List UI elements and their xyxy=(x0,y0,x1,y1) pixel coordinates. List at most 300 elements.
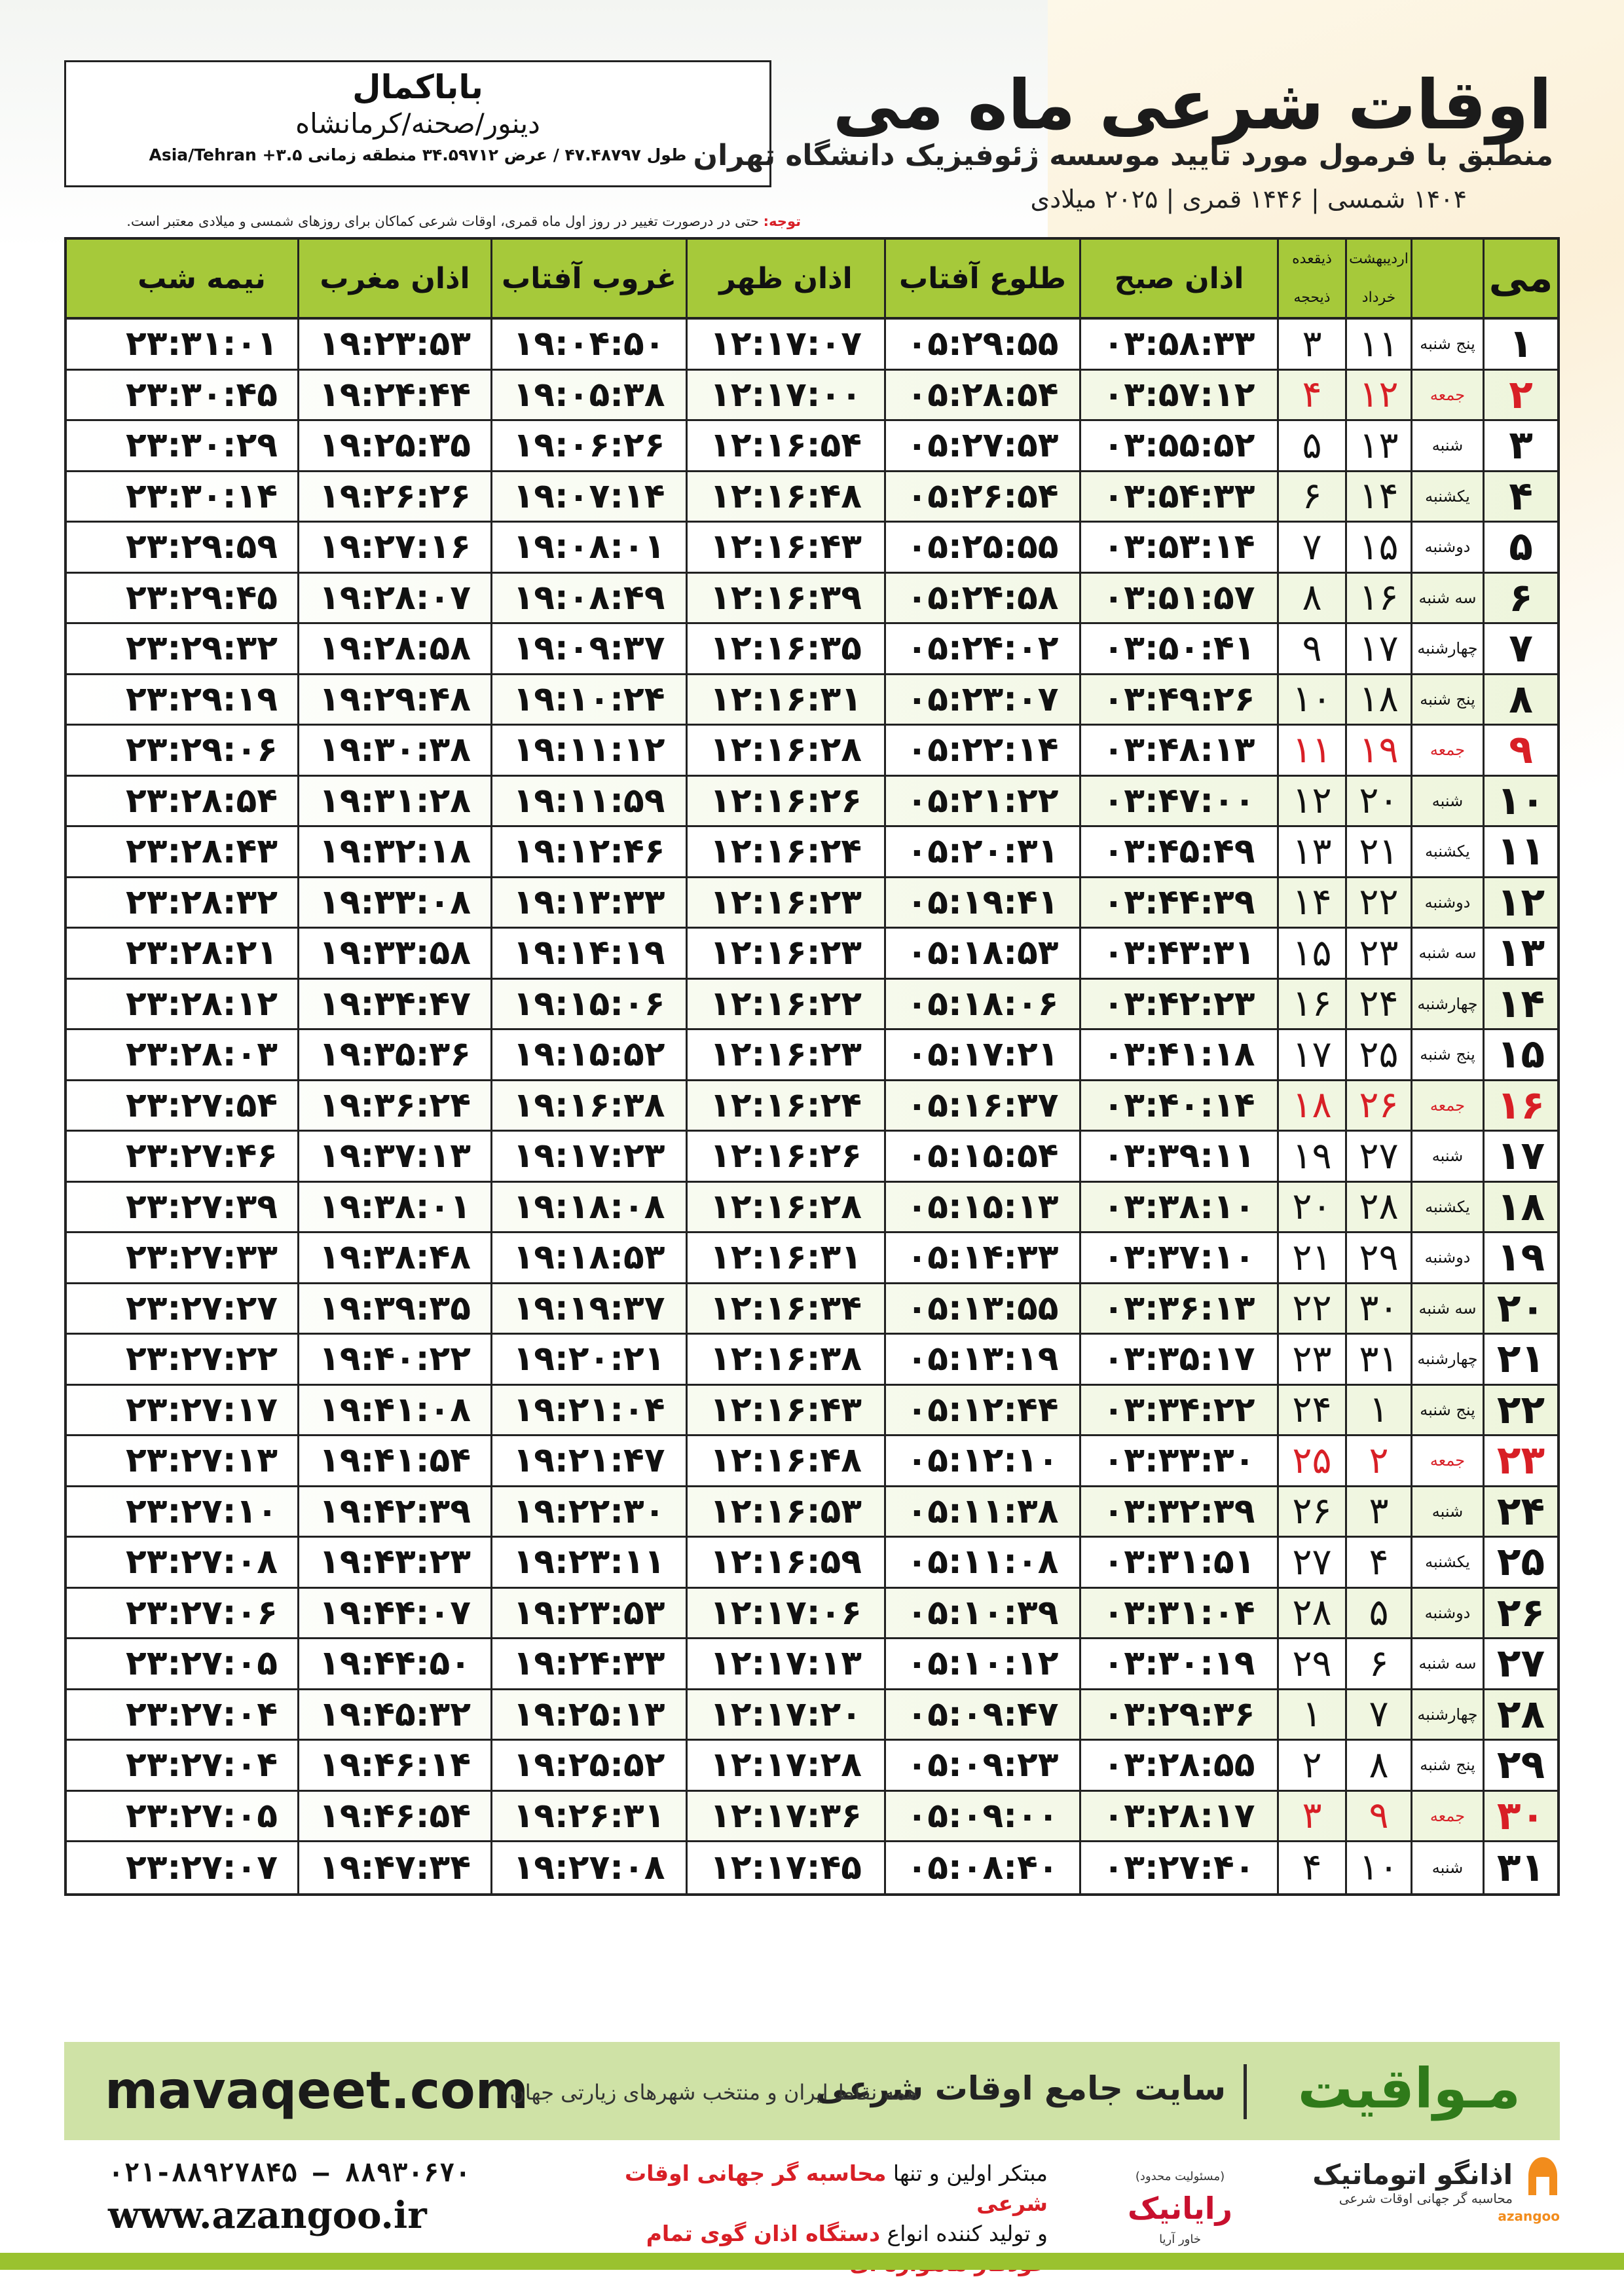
cell-shamsi: ۲۴ xyxy=(1345,980,1411,1029)
cell-fajr: ۰۳:۴۸:۱۳ xyxy=(1079,726,1277,775)
cell-sunrise: ۰۵:۱۰:۱۲ xyxy=(884,1639,1079,1688)
cell-day: ۳۰ xyxy=(1483,1792,1557,1841)
cell-fajr: ۰۳:۲۹:۳۶ xyxy=(1079,1690,1277,1739)
cell-shamsi: ۱۸ xyxy=(1345,675,1411,724)
cell-day: ۲۴ xyxy=(1483,1487,1557,1536)
cell-dhuhr: ۱۲:۱۶:۲۸ xyxy=(686,1183,884,1232)
table-row xyxy=(67,1436,1557,1487)
cell-fajr: ۰۳:۳۲:۳۹ xyxy=(1079,1487,1277,1536)
cell-dhuhr: ۱۲:۱۶:۳۴ xyxy=(686,1284,884,1333)
cell-hijri: ۱۳ xyxy=(1277,827,1345,876)
cell-shamsi: ۳۱ xyxy=(1345,1335,1411,1384)
cell-dhuhr: ۱۲:۱۷:۱۳ xyxy=(686,1639,884,1688)
header-hijri xyxy=(1277,240,1345,317)
location-box xyxy=(64,60,771,187)
cell-day: ۲۱ xyxy=(1483,1335,1557,1384)
mavaqeet-banner xyxy=(64,2042,1560,2140)
cell-sunrise: ۰۵:۲۱:۲۲ xyxy=(884,777,1079,826)
cell-weekday: یکشنبه xyxy=(1411,472,1483,521)
cell-day: ۱۸ xyxy=(1483,1183,1557,1232)
cell-maghrib: ۱۹:۴۴:۰۷ xyxy=(297,1589,490,1638)
cell-sunrise: ۰۵:۲۶:۵۴ xyxy=(884,472,1079,521)
footer-line-1-text: مبتکر اولین و تنها xyxy=(886,2160,1048,2186)
cell-sunrise: ۰۵:۱۸:۵۳ xyxy=(884,929,1079,978)
cell-fajr: ۰۳:۵۳:۱۴ xyxy=(1079,523,1277,572)
cell-maghrib: ۱۹:۳۲:۱۸ xyxy=(297,827,490,876)
cell-weekday: پنج شنبه xyxy=(1411,1741,1483,1790)
cell-shamsi: ۱۴ xyxy=(1345,472,1411,521)
cell-maghrib: ۱۹:۴۳:۲۳ xyxy=(297,1538,490,1587)
cell-sunrise: ۰۵:۲۰:۳۱ xyxy=(884,827,1079,876)
azangoo-logo xyxy=(1312,2159,1513,2206)
cell-day: ۱۹ xyxy=(1483,1233,1557,1282)
table-row xyxy=(67,523,1557,574)
banner-divider xyxy=(1244,2064,1247,2119)
cell-dhuhr: ۱۲:۱۷:۲۸ xyxy=(686,1741,884,1790)
cell-maghrib: ۱۹:۲۷:۱۶ xyxy=(297,523,490,572)
table-row xyxy=(67,574,1557,625)
cell-sunset: ۱۹:۰۸:۰۱ xyxy=(490,523,686,572)
cell-maghrib: ۱۹:۳۷:۱۳ xyxy=(297,1132,490,1181)
cell-hijri: ۱۴ xyxy=(1277,878,1345,927)
cell-sunset: ۱۹:۲۵:۱۳ xyxy=(490,1690,686,1739)
cell-weekday: یکشنبه xyxy=(1411,1538,1483,1587)
cell-sunrise: ۰۵:۲۸:۵۴ xyxy=(884,371,1079,420)
cell-fajr: ۰۳:۴۴:۳۹ xyxy=(1079,878,1277,927)
cell-fajr: ۰۳:۴۷:۰۰ xyxy=(1079,777,1277,826)
cell-sunset: ۱۹:۰۹:۳۷ xyxy=(490,624,686,673)
table-row xyxy=(67,472,1557,523)
table-row xyxy=(67,1183,1557,1234)
cell-hijri: ۲ xyxy=(1277,1741,1345,1790)
cell-day: ۳۱ xyxy=(1483,1842,1557,1893)
table-row xyxy=(67,371,1557,422)
cell-dhuhr: ۱۲:۱۶:۳۸ xyxy=(686,1335,884,1384)
cell-day: ۶ xyxy=(1483,574,1557,623)
cell-hijri: ۱۹ xyxy=(1277,1132,1345,1181)
cell-dhuhr: ۱۲:۱۷:۲۰ xyxy=(686,1690,884,1739)
cell-midnight: ۲۳:۲۷:۰۵ xyxy=(125,1644,278,1684)
footer-website[interactable]: www.azangoo.ir xyxy=(108,2194,427,2237)
cell-hijri: ۲۸ xyxy=(1277,1589,1345,1638)
header-sunset: غروب آفتاب xyxy=(490,240,686,317)
cell-sunset: ۱۹:۲۷:۰۸ xyxy=(490,1842,686,1893)
cell-sunset: ۱۹:۱۳:۳۳ xyxy=(490,878,686,927)
cell-day: ۸ xyxy=(1483,675,1557,724)
cell-fajr: ۰۳:۲۷:۴۰ xyxy=(1079,1842,1277,1893)
cell-midnight: ۲۳:۳۰:۱۴ xyxy=(125,476,278,516)
cell-weekday: سه شنبه xyxy=(1411,1284,1483,1333)
cell-dhuhr: ۱۲:۱۶:۲۴ xyxy=(686,1081,884,1130)
footer-line-2-text: و تولید کننده انواع xyxy=(880,2221,1048,2246)
cell-midnight: ۲۳:۲۸:۴۳ xyxy=(125,832,278,872)
table-row xyxy=(67,1386,1557,1437)
cell-hijri: ۲۰ xyxy=(1277,1183,1345,1232)
cell-midnight: ۲۳:۲۷:۳۹ xyxy=(125,1187,278,1227)
cell-weekday: جمعه xyxy=(1411,1081,1483,1130)
cell-maghrib: ۱۹:۲۸:۰۷ xyxy=(297,574,490,623)
cell-hijri: ۱۷ xyxy=(1277,1030,1345,1079)
cell-sunset: ۱۹:۱۷:۲۳ xyxy=(490,1132,686,1181)
cell-sunrise: ۰۵:۱۳:۱۹ xyxy=(884,1335,1079,1384)
cell-shamsi: ۲۹ xyxy=(1345,1233,1411,1282)
prayer-times-table xyxy=(64,237,1560,1896)
cell-weekday: پنج شنبه xyxy=(1411,1030,1483,1079)
cell-sunrise: ۰۵:۲۹:۵۵ xyxy=(884,320,1079,369)
cell-fajr: ۰۳:۴۱:۱۸ xyxy=(1079,1030,1277,1079)
cell-fajr: ۰۳:۲۸:۱۷ xyxy=(1079,1792,1277,1841)
cell-midnight: ۲۳:۲۷:۰۷ xyxy=(125,1847,278,1887)
cell-sunrise: ۰۵:۲۷:۵۳ xyxy=(884,421,1079,470)
cell-shamsi: ۸ xyxy=(1345,1741,1411,1790)
table-row xyxy=(67,929,1557,980)
cell-day: ۲۸ xyxy=(1483,1690,1557,1739)
cell-sunset: ۱۹:۲۵:۵۲ xyxy=(490,1741,686,1790)
footer-line-2 xyxy=(576,2219,1048,2279)
cell-midnight: ۲۳:۲۸:۱۲ xyxy=(125,984,278,1024)
cell-sunset: ۱۹:۲۴:۳۳ xyxy=(490,1639,686,1688)
cell-sunset: ۱۹:۰۸:۴۹ xyxy=(490,574,686,623)
cell-midnight: ۲۳:۲۷:۱۷ xyxy=(125,1390,278,1430)
cell-hijri: ۲۲ xyxy=(1277,1284,1345,1333)
cell-weekday: چهارشنبه xyxy=(1411,1690,1483,1739)
cell-dhuhr: ۱۲:۱۶:۲۸ xyxy=(686,726,884,775)
cell-fajr: ۰۳:۳۹:۱۱ xyxy=(1079,1132,1277,1181)
rayanik-logo xyxy=(1128,2161,1232,2255)
table-row xyxy=(67,1284,1557,1335)
cell-day: ۱۰ xyxy=(1483,777,1557,826)
cell-sunrise: ۰۵:۲۴:۰۲ xyxy=(884,624,1079,673)
cell-maghrib: ۱۹:۲۹:۴۸ xyxy=(297,675,490,724)
cell-midnight: ۲۳:۲۸:۵۴ xyxy=(125,781,278,821)
cell-weekday: چهارشنبه xyxy=(1411,980,1483,1029)
cell-day: ۱۴ xyxy=(1483,980,1557,1029)
table-row xyxy=(67,1792,1557,1843)
rayanik-subtitle: (مسئولیت محدود) xyxy=(1135,2170,1225,2183)
cell-day: ۹ xyxy=(1483,726,1557,775)
table-row xyxy=(67,827,1557,878)
cell-hijri: ۲۷ xyxy=(1277,1538,1345,1587)
cell-sunset: ۱۹:۰۵:۳۸ xyxy=(490,371,686,420)
cell-shamsi: ۲۰ xyxy=(1345,777,1411,826)
azangoo-desc: محاسبه گر جهانی اوقات شرعی xyxy=(1338,2191,1513,2206)
cell-fajr: ۰۳:۳۳:۳۰ xyxy=(1079,1436,1277,1485)
table-row xyxy=(67,675,1557,726)
cell-sunrise: ۰۵:۱۱:۳۸ xyxy=(884,1487,1079,1536)
cell-fajr: ۰۳:۵۷:۱۲ xyxy=(1079,371,1277,420)
cell-hijri: ۳ xyxy=(1277,1792,1345,1841)
azangoo-name: اذانگو اتوماتیک xyxy=(1312,2159,1513,2191)
cell-fajr: ۰۳:۵۱:۵۷ xyxy=(1079,574,1277,623)
note-text: حتی در درصورت تغییر در روز اول ماه قمری، اوقات شرعی کماکان برای روزهای شمسی و میلادی معتبر است. xyxy=(126,213,759,229)
cell-weekday: پنج شنبه xyxy=(1411,320,1483,369)
cell-maghrib: ۱۹:۳۳:۵۸ xyxy=(297,929,490,978)
cell-dhuhr: ۱۲:۱۶:۴۳ xyxy=(686,1386,884,1435)
header-weekday xyxy=(1411,240,1483,317)
table-row xyxy=(67,1639,1557,1690)
footer-line-1-highlight: محاسبه گر جهانی اوقات شرعی xyxy=(624,2160,1048,2216)
cell-midnight: ۲۳:۲۷:۳۳ xyxy=(125,1238,278,1278)
azangoo-en: azangoo xyxy=(1498,2208,1560,2224)
cell-sunrise: ۰۵:۰۹:۰۰ xyxy=(884,1792,1079,1841)
cell-weekday: سه شنبه xyxy=(1411,574,1483,623)
cell-fajr: ۰۳:۳۷:۱۰ xyxy=(1079,1233,1277,1282)
cell-sunset: ۱۹:۰۷:۱۴ xyxy=(490,472,686,521)
table-row xyxy=(67,421,1557,472)
header-midnight: نیمه شب xyxy=(138,261,266,295)
cell-hijri: ۲۳ xyxy=(1277,1335,1345,1384)
cell-dhuhr: ۱۲:۱۷:۴۵ xyxy=(686,1842,884,1893)
cell-sunrise: ۰۵:۲۵:۵۵ xyxy=(884,523,1079,572)
cell-maghrib: ۱۹:۴۶:۱۴ xyxy=(297,1741,490,1790)
cell-shamsi: ۲ xyxy=(1345,1436,1411,1485)
cell-weekday: جمعه xyxy=(1411,371,1483,420)
cell-hijri: ۳ xyxy=(1277,320,1345,369)
cell-hijri: ۱۲ xyxy=(1277,777,1345,826)
cell-dhuhr: ۱۲:۱۶:۳۱ xyxy=(686,1233,884,1282)
footer-line-2-highlight: دستگاه اذان گوی تمام xyxy=(646,2221,881,2246)
cell-fajr: ۰۳:۳۶:۱۳ xyxy=(1079,1284,1277,1333)
cell-shamsi: ۶ xyxy=(1345,1639,1411,1688)
cell-dhuhr: ۱۲:۱۷:۰۰ xyxy=(686,371,884,420)
cell-weekday: یکشنبه xyxy=(1411,827,1483,876)
cell-day: ۲۲ xyxy=(1483,1386,1557,1435)
table-row xyxy=(67,320,1557,371)
cell-weekday: شنبه xyxy=(1411,1842,1483,1893)
cell-sunrise: ۰۵:۱۳:۵۵ xyxy=(884,1284,1079,1333)
table-row xyxy=(67,777,1557,828)
cell-fajr: ۰۳:۵۴:۳۳ xyxy=(1079,472,1277,521)
cell-sunset: ۱۹:۲۳:۱۱ xyxy=(490,1538,686,1587)
cell-fajr: ۰۳:۴۳:۳۱ xyxy=(1079,929,1277,978)
table-row xyxy=(67,1081,1557,1132)
cell-shamsi: ۱ xyxy=(1345,1386,1411,1435)
cell-sunrise: ۰۵:۱۶:۳۷ xyxy=(884,1081,1079,1130)
table-row xyxy=(67,624,1557,675)
cell-sunrise: ۰۵:۱۸:۰۶ xyxy=(884,980,1079,1029)
cell-maghrib: ۱۹:۲۴:۴۴ xyxy=(297,371,490,420)
cell-sunrise: ۰۵:۱۴:۳۳ xyxy=(884,1233,1079,1282)
header-dhuhr: اذان ظهر xyxy=(686,240,884,317)
cell-midnight: ۲۳:۲۹:۰۶ xyxy=(125,730,278,770)
cell-dhuhr: ۱۲:۱۶:۲۳ xyxy=(686,878,884,927)
cell-shamsi: ۳ xyxy=(1345,1487,1411,1536)
cell-midnight: ۲۳:۲۷:۵۴ xyxy=(125,1085,278,1125)
cell-maghrib: ۱۹:۴۶:۵۴ xyxy=(297,1792,490,1841)
cell-weekday: جمعه xyxy=(1411,726,1483,775)
cell-sunset: ۱۹:۰۶:۲۶ xyxy=(490,421,686,470)
cell-maghrib: ۱۹:۴۱:۵۴ xyxy=(297,1436,490,1485)
header-shamsi-bottom: خرداد xyxy=(1361,289,1396,306)
cell-sunset: ۱۹:۲۲:۳۰ xyxy=(490,1487,686,1536)
cell-hijri: ۷ xyxy=(1277,523,1345,572)
cell-shamsi: ۴ xyxy=(1345,1538,1411,1587)
cell-fajr: ۰۳:۴۵:۴۹ xyxy=(1079,827,1277,876)
cell-hijri: ۱ xyxy=(1277,1690,1345,1739)
table-row xyxy=(67,1132,1557,1183)
table-body xyxy=(67,320,1557,1893)
bottom-bar xyxy=(0,2253,1624,2270)
cell-maghrib: ۱۹:۲۸:۵۸ xyxy=(297,624,490,673)
cell-sunset: ۱۹:۱۵:۰۶ xyxy=(490,980,686,1029)
cell-dhuhr: ۱۲:۱۶:۲۲ xyxy=(686,980,884,1029)
cell-sunrise: ۰۵:۱۰:۳۹ xyxy=(884,1589,1079,1638)
mavaqeet-logo: مـواقیت xyxy=(1297,2056,1521,2121)
cell-dhuhr: ۱۲:۱۶:۲۶ xyxy=(686,777,884,826)
cell-hijri: ۱۵ xyxy=(1277,929,1345,978)
cell-midnight: ۲۳:۲۷:۰۵ xyxy=(125,1796,278,1836)
cell-fajr: ۰۳:۵۸:۳۳ xyxy=(1079,320,1277,369)
rayanik-name: رایانیک xyxy=(1128,2191,1232,2226)
table-row xyxy=(67,1233,1557,1284)
cell-maghrib: ۱۹:۳۸:۰۱ xyxy=(297,1183,490,1232)
cell-dhuhr: ۱۲:۱۷:۳۶ xyxy=(686,1792,884,1841)
cell-hijri: ۲۹ xyxy=(1277,1639,1345,1688)
cell-sunrise: ۰۵:۱۵:۵۴ xyxy=(884,1132,1079,1181)
cell-hijri: ۲۶ xyxy=(1277,1487,1345,1536)
cell-maghrib: ۱۹:۲۵:۳۵ xyxy=(297,421,490,470)
cell-dhuhr: ۱۲:۱۶:۳۵ xyxy=(686,624,884,673)
cell-shamsi: ۱۲ xyxy=(1345,371,1411,420)
cell-midnight: ۲۳:۲۹:۴۵ xyxy=(125,578,278,618)
cell-midnight: ۲۳:۲۹:۱۹ xyxy=(125,679,278,719)
header-maghrib: اذان مغرب xyxy=(297,240,490,317)
cell-shamsi: ۲۲ xyxy=(1345,878,1411,927)
table-row xyxy=(67,980,1557,1031)
cell-fajr: ۰۳:۲۸:۵۵ xyxy=(1079,1741,1277,1790)
header-sunrise: طلوع آفتاب xyxy=(884,240,1079,317)
cell-fajr: ۰۳:۳۴:۲۲ xyxy=(1079,1386,1277,1435)
cell-hijri: ۸ xyxy=(1277,574,1345,623)
cell-weekday: دوشنبه xyxy=(1411,1589,1483,1638)
cell-dhuhr: ۱۲:۱۶:۵۹ xyxy=(686,1538,884,1587)
cell-weekday: شنبه xyxy=(1411,1132,1483,1181)
header-shamsi xyxy=(1345,240,1411,317)
cell-weekday: جمعه xyxy=(1411,1792,1483,1841)
cell-maghrib: ۱۹:۳۵:۳۶ xyxy=(297,1030,490,1079)
header-month: می xyxy=(1483,240,1557,317)
cell-hijri: ۴ xyxy=(1277,371,1345,420)
cell-fajr: ۰۳:۴۰:۱۴ xyxy=(1079,1081,1277,1130)
cell-shamsi: ۲۶ xyxy=(1345,1081,1411,1130)
cell-weekday: سه شنبه xyxy=(1411,929,1483,978)
cell-shamsi: ۱۷ xyxy=(1345,624,1411,673)
cell-shamsi: ۲۸ xyxy=(1345,1183,1411,1232)
cell-maghrib: ۱۹:۳۸:۴۸ xyxy=(297,1233,490,1282)
cell-weekday: چهارشنبه xyxy=(1411,1335,1483,1384)
cell-maghrib: ۱۹:۳۴:۴۷ xyxy=(297,980,490,1029)
cell-hijri: ۴ xyxy=(1277,1842,1345,1893)
cell-midnight: ۲۳:۳۰:۲۹ xyxy=(125,426,278,466)
cell-fajr: ۰۳:۳۸:۱۰ xyxy=(1079,1183,1277,1232)
cell-fajr: ۰۳:۵۵:۵۲ xyxy=(1079,421,1277,470)
header-hijri-bottom: ذیحجه xyxy=(1293,289,1331,306)
table-row xyxy=(67,1842,1557,1893)
table-row xyxy=(67,1487,1557,1538)
cell-midnight: ۲۳:۲۸:۰۳ xyxy=(125,1035,278,1075)
cell-sunset: ۱۹:۱۵:۵۲ xyxy=(490,1030,686,1079)
cell-midnight: ۲۳:۲۷:۰۴ xyxy=(125,1745,278,1785)
cell-midnight: ۲۳:۲۷:۲۷ xyxy=(125,1288,278,1328)
cell-day: ۱۱ xyxy=(1483,827,1557,876)
page-subtitle: منطبق با فرمول مورد تایید موسسه ژئوفیزیک دانشگاه تهران xyxy=(693,139,1553,172)
cell-hijri: ۲۱ xyxy=(1277,1233,1345,1282)
cell-sunset: ۱۹:۱۸:۰۸ xyxy=(490,1183,686,1232)
cell-dhuhr: ۱۲:۱۶:۵۴ xyxy=(686,421,884,470)
footer-phone: ۰۲۱-۸۸۹۲۷۸۴۵ – ۸۸۹۳۰۶۷۰ xyxy=(108,2158,471,2188)
footer-line-1 xyxy=(576,2159,1048,2219)
cell-midnight: ۲۳:۲۹:۵۹ xyxy=(125,527,278,567)
azangoo-icon xyxy=(1522,2155,1564,2206)
cell-dhuhr: ۱۲:۱۶:۵۳ xyxy=(686,1487,884,1536)
cell-dhuhr: ۱۲:۱۶:۲۳ xyxy=(686,929,884,978)
table-row xyxy=(67,1741,1557,1792)
cell-maghrib: ۱۹:۴۱:۰۸ xyxy=(297,1386,490,1435)
cell-weekday: یکشنبه xyxy=(1411,1183,1483,1232)
cell-midnight: ۲۳:۲۷:۴۶ xyxy=(125,1136,278,1176)
cell-maghrib: ۱۹:۴۵:۳۲ xyxy=(297,1690,490,1739)
cell-sunrise: ۰۵:۱۹:۴۱ xyxy=(884,878,1079,927)
cell-fajr: ۰۳:۵۰:۴۱ xyxy=(1079,624,1277,673)
cell-dhuhr: ۱۲:۱۶:۳۱ xyxy=(686,675,884,724)
cell-shamsi: ۱۳ xyxy=(1345,421,1411,470)
cell-sunset: ۱۹:۱۹:۳۷ xyxy=(490,1284,686,1333)
note-label: توجه: xyxy=(763,213,801,229)
cell-day: ۱۷ xyxy=(1483,1132,1557,1181)
cell-shamsi: ۷ xyxy=(1345,1690,1411,1739)
cell-dhuhr: ۱۲:۱۷:۰۶ xyxy=(686,1589,884,1638)
table-row xyxy=(67,1690,1557,1741)
cell-shamsi: ۵ xyxy=(1345,1589,1411,1638)
cell-weekday: جمعه xyxy=(1411,1436,1483,1485)
cell-midnight: ۲۳:۲۷:۲۲ xyxy=(125,1339,278,1379)
cell-sunset: ۱۹:۱۱:۵۹ xyxy=(490,777,686,826)
cell-fajr: ۰۳:۳۱:۰۴ xyxy=(1079,1589,1277,1638)
cell-day: ۲ xyxy=(1483,371,1557,420)
cell-sunrise: ۰۵:۱۱:۰۸ xyxy=(884,1538,1079,1587)
cell-sunrise: ۰۵:۱۲:۴۴ xyxy=(884,1386,1079,1435)
cell-shamsi: ۲۳ xyxy=(1345,929,1411,978)
cell-weekday: شنبه xyxy=(1411,777,1483,826)
cell-day: ۲۳ xyxy=(1483,1436,1557,1485)
cell-shamsi: ۹ xyxy=(1345,1792,1411,1841)
cell-sunset: ۱۹:۱۰:۲۴ xyxy=(490,675,686,724)
cell-midnight: ۲۳:۲۷:۰۸ xyxy=(125,1542,278,1582)
cell-hijri: ۲۵ xyxy=(1277,1436,1345,1485)
table-row xyxy=(67,878,1557,929)
cell-sunrise: ۰۵:۰۹:۲۳ xyxy=(884,1741,1079,1790)
cell-weekday: پنج شنبه xyxy=(1411,1386,1483,1435)
cell-maghrib: ۱۹:۴۰:۲۲ xyxy=(297,1335,490,1384)
cell-sunset: ۱۹:۲۱:۰۴ xyxy=(490,1386,686,1435)
cell-midnight: ۲۳:۲۸:۳۲ xyxy=(125,882,278,922)
cell-midnight: ۲۳:۲۸:۲۱ xyxy=(125,933,278,973)
location-coordinates: طول ۴۷.۴۸۷۹۷ / عرض ۳۴.۵۹۷۱۲ منطقه زمانی ۳.۵+ Asia/Tehran xyxy=(149,145,687,164)
header-hijri-top: ذیقعده xyxy=(1292,251,1332,267)
cell-sunrise: ۰۵:۱۵:۱۳ xyxy=(884,1183,1079,1232)
cell-shamsi: ۱۱ xyxy=(1345,320,1411,369)
table-row xyxy=(67,1589,1557,1640)
cell-shamsi: ۲۷ xyxy=(1345,1132,1411,1181)
cell-dhuhr: ۱۲:۱۷:۰۷ xyxy=(686,320,884,369)
banner-url[interactable]: mavaqeet.com xyxy=(105,2062,529,2121)
cell-sunset: ۱۹:۲۳:۵۳ xyxy=(490,1589,686,1638)
cell-midnight: ۲۳:۲۹:۳۲ xyxy=(125,629,278,669)
cell-fajr: ۰۳:۳۱:۵۱ xyxy=(1079,1538,1277,1587)
cell-dhuhr: ۱۲:۱۶:۲۴ xyxy=(686,827,884,876)
cell-sunset: ۱۹:۱۱:۱۲ xyxy=(490,726,686,775)
cell-sunrise: ۰۵:۱۷:۲۱ xyxy=(884,1030,1079,1079)
